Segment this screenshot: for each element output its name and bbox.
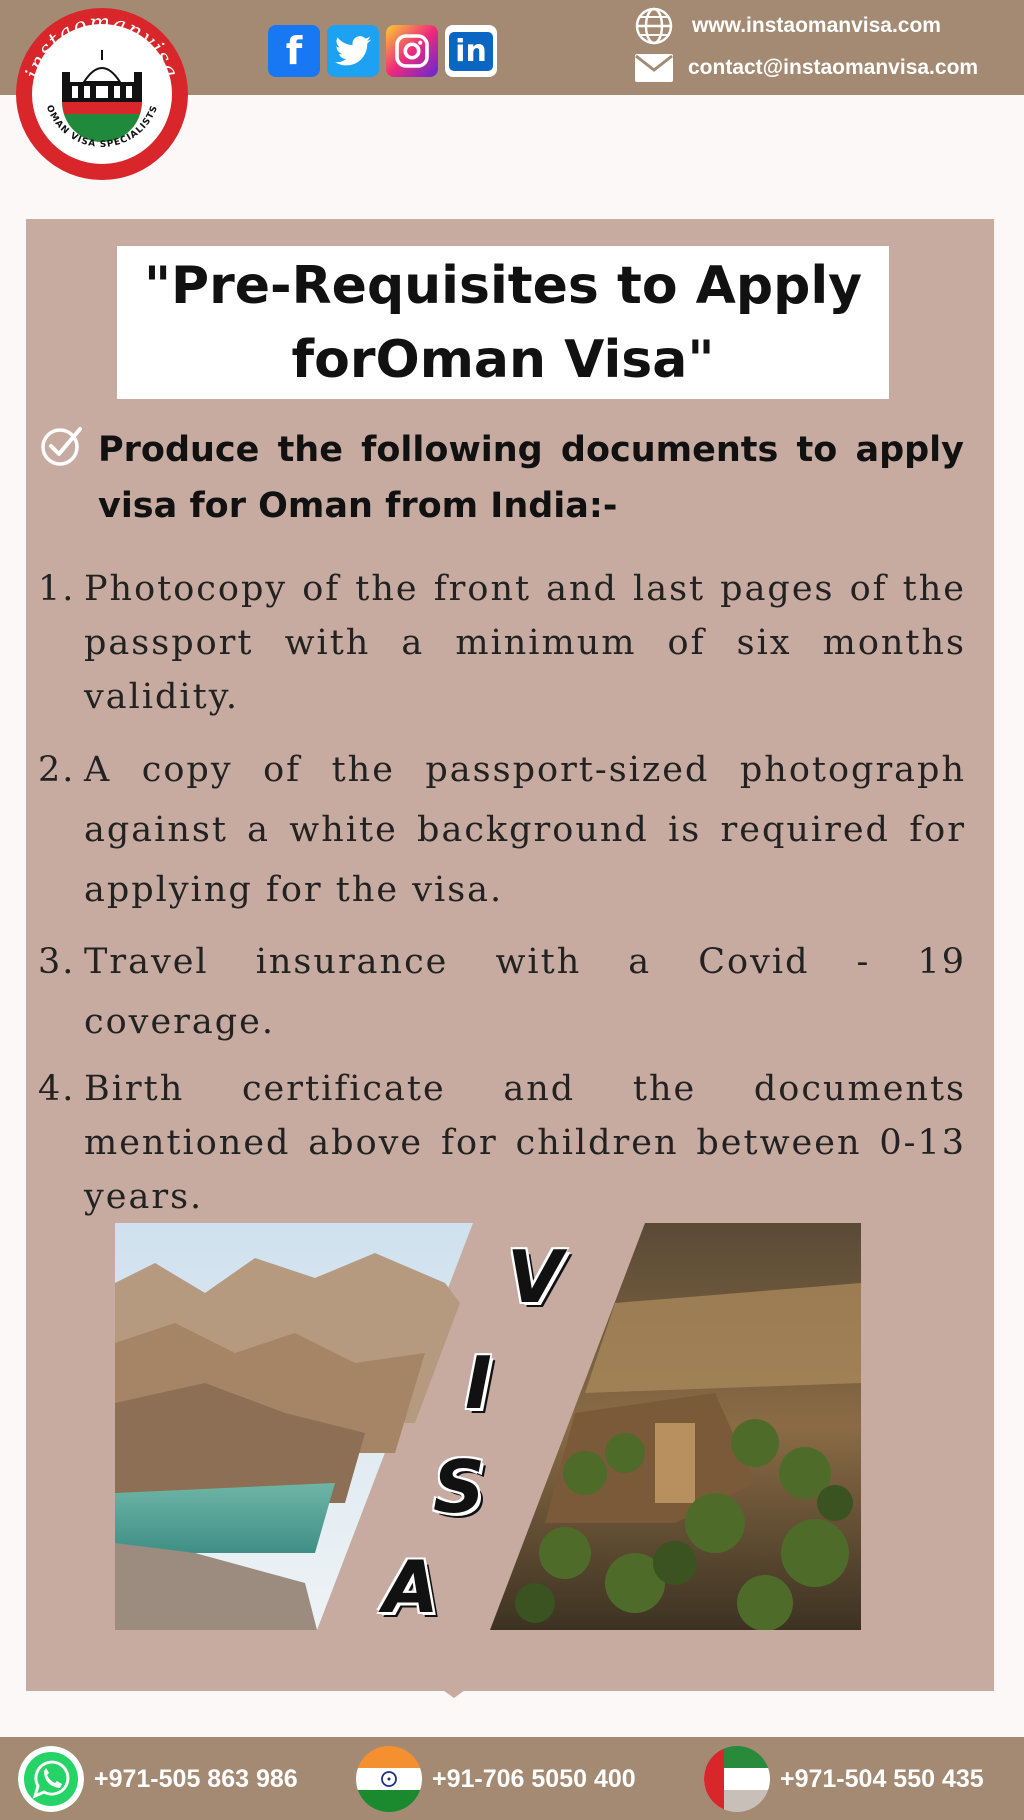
list-item-number: 3. <box>38 942 76 982</box>
visa-letter-s: S <box>433 1445 485 1529</box>
email-row[interactable] <box>634 48 978 88</box>
instagram-camera-icon <box>394 33 430 69</box>
facebook-glyph: f <box>285 29 303 73</box>
email-link[interactable]: contact@instaomanvisa.com <box>688 56 979 79</box>
list-item-text: A copy of the passport-sized photograph against a white background is required for applying for the visa. <box>84 750 966 910</box>
list-item-text: Photocopy of the front and last pages of the passport with a minimum of six months validity. <box>84 569 966 717</box>
mail-icon <box>634 52 674 84</box>
brand-logo[interactable] <box>16 8 188 180</box>
twitter-bird-icon <box>335 36 371 66</box>
title-box <box>117 246 889 399</box>
website-row[interactable] <box>634 6 941 46</box>
svg-text:instaomanvisa <box>21 11 183 82</box>
logo-brand-text: instaomanvisa <box>21 10 183 82</box>
phone-uae[interactable] <box>704 1743 984 1815</box>
linkedin-glyph: in <box>449 32 493 71</box>
list-item-number: 1. <box>38 569 76 609</box>
card-tail <box>440 1688 468 1698</box>
list-item <box>38 562 966 724</box>
globe-icon <box>634 6 674 46</box>
uae-flag-icon <box>704 1746 770 1812</box>
visa-letter-a: A <box>383 1545 439 1629</box>
svg-text:OMAN VISA SPECIALISTS <box>44 104 161 150</box>
website-link[interactable]: www.instaomanvisa.com <box>692 14 941 37</box>
facebook-icon[interactable] <box>268 25 320 77</box>
whatsapp-icon <box>18 1746 84 1812</box>
phone-number[interactable]: +91-706 5050 400 <box>432 1764 636 1793</box>
linkedin-icon[interactable] <box>445 25 497 77</box>
list-item-text: Travel insurance with a Covid - 19 coverage. <box>84 942 966 1042</box>
list-item <box>38 932 966 1052</box>
list-item <box>38 740 966 920</box>
list-item <box>38 1062 966 1224</box>
intro-text: Produce the following documents to apply visa for Oman from India:- <box>98 430 964 526</box>
list-item-number: 4. <box>38 1069 76 1109</box>
phone-number[interactable]: +971-505 863 986 <box>94 1764 298 1793</box>
phone-india[interactable] <box>356 1743 636 1815</box>
visa-letter-i: I <box>465 1341 492 1425</box>
documents-list <box>38 562 966 1224</box>
instagram-icon[interactable] <box>386 25 438 77</box>
india-flag-icon <box>356 1746 422 1812</box>
list-item-number: 2. <box>38 750 76 790</box>
twitter-icon[interactable] <box>327 25 379 77</box>
list-item-text: Birth certificate and the documents mentioned above for children between 0-13 years. <box>84 1069 966 1217</box>
page-title: "Pre-Requisites to Apply forOman Visa" <box>143 255 863 390</box>
check-circle-icon <box>40 423 84 467</box>
visa-letter-v: V <box>507 1235 563 1319</box>
phone-number[interactable]: +971-504 550 435 <box>780 1764 984 1793</box>
visa-photo-collage <box>115 1223 861 1630</box>
logo-tagline: OMAN VISA SPECIALISTS <box>43 103 161 150</box>
landscape-photos <box>115 1223 861 1630</box>
phone-whatsapp[interactable] <box>18 1743 298 1815</box>
